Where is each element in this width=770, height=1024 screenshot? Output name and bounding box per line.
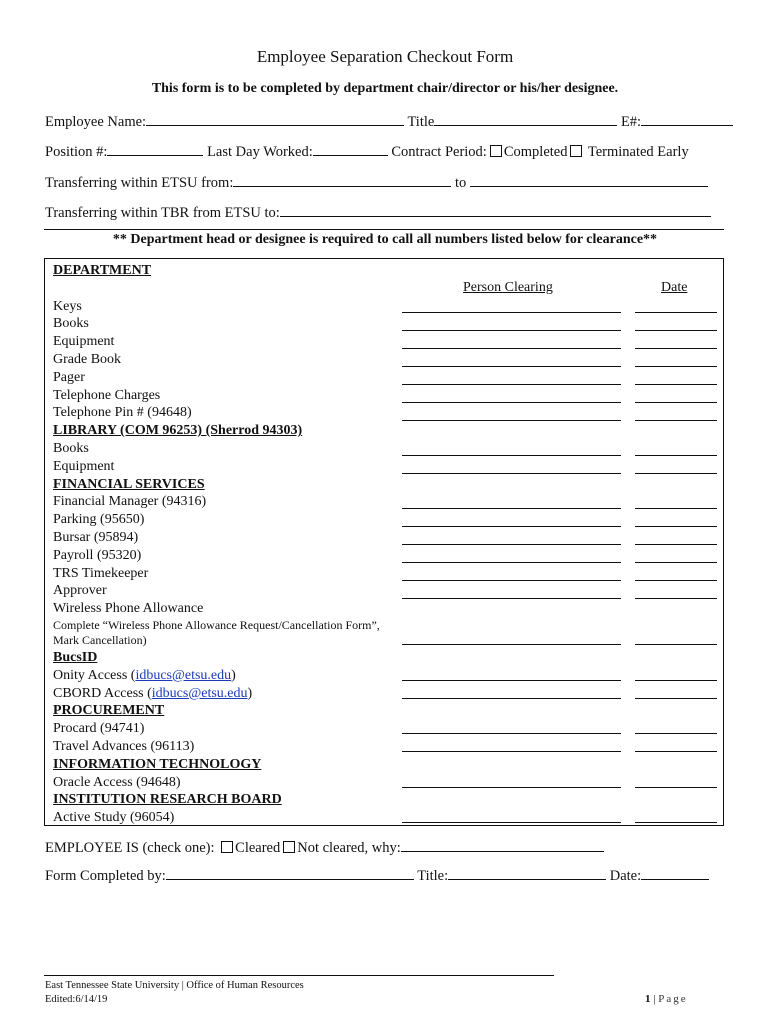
onity-email-link[interactable]: idbucs@etsu.edu — [135, 667, 232, 683]
cleared-checkbox[interactable] — [221, 841, 233, 853]
page-sep: | — [650, 993, 659, 1005]
transfer-etsu-row — [45, 172, 708, 192]
date-line[interactable] — [635, 598, 717, 599]
contract-period-label: Contract Period: — [391, 144, 487, 160]
date-line[interactable] — [635, 644, 717, 645]
transfer-tbr-label: Transferring within TBR from ETSU to: — [45, 205, 280, 221]
completed-checkbox[interactable] — [490, 145, 502, 157]
item-onity — [53, 667, 413, 685]
date-line[interactable] — [635, 526, 717, 527]
date-line[interactable] — [635, 680, 717, 681]
footer-divider — [44, 975, 554, 976]
item-parking: Parking (95650) — [53, 512, 145, 528]
person-clearing-line[interactable] — [402, 544, 621, 545]
employee-status-row — [45, 837, 604, 857]
e-number-label: E#: — [620, 114, 642, 130]
completion-title-label: Title: — [417, 868, 449, 884]
section-financial: FINANCIAL SERVICES — [53, 476, 205, 492]
cleared-label: Cleared — [235, 840, 281, 856]
date-line[interactable] — [635, 312, 717, 313]
item-active-study: Active Study (96054) — [53, 810, 175, 826]
date-line[interactable] — [635, 420, 717, 421]
item-books: Books — [53, 316, 89, 332]
item-library-equipment: Equipment — [53, 458, 115, 474]
person-clearing-line[interactable] — [402, 598, 621, 599]
date-line[interactable] — [635, 562, 717, 563]
cbord-email-link[interactable]: idbucs@etsu.edu — [151, 685, 248, 701]
date-line[interactable] — [635, 402, 717, 403]
section-it: INFORMATION TECHNOLOGY — [53, 756, 262, 772]
item-grade-book: Grade Book — [53, 351, 122, 367]
person-clearing-line[interactable] — [402, 526, 621, 527]
date-line[interactable] — [635, 366, 717, 367]
date-line[interactable] — [635, 330, 717, 331]
position-field[interactable] — [107, 141, 203, 156]
item-wireless: Wireless Phone Allowance — [53, 601, 204, 617]
item-trs: TRS Timekeeper — [53, 565, 149, 581]
person-clearing-line[interactable] — [402, 330, 621, 331]
completion-date-field[interactable] — [641, 865, 709, 880]
transfer-to-field[interactable] — [470, 172, 708, 187]
person-clearing-line[interactable] — [402, 580, 621, 581]
item-procard: Procard (94741) — [53, 721, 145, 737]
date-line[interactable] — [635, 544, 717, 545]
person-clearing-line[interactable] — [402, 366, 621, 367]
transfer-tbr-row — [45, 202, 711, 222]
person-clearing-line[interactable] — [402, 455, 621, 456]
divider — [44, 229, 724, 230]
page-number — [645, 993, 688, 1005]
last-day-field[interactable] — [313, 141, 388, 156]
clearance-items — [53, 262, 413, 827]
person-clearing-line[interactable] — [402, 644, 621, 645]
last-day-label: Last Day Worked: — [207, 144, 313, 160]
item-cbord — [53, 685, 413, 703]
to-label: to — [454, 175, 467, 191]
item-library-books: Books — [53, 440, 89, 456]
person-clearing-line[interactable] — [402, 312, 621, 313]
e-number-field[interactable] — [641, 111, 733, 126]
employee-name-field[interactable] — [146, 111, 404, 126]
person-clearing-line[interactable] — [402, 822, 621, 823]
transfer-etsu-label: Transferring within ETSU from: — [45, 175, 234, 191]
terminated-checkbox[interactable] — [570, 145, 582, 157]
date-line[interactable] — [635, 455, 717, 456]
title-label: Title — [407, 114, 435, 130]
onity-label: Onity Access ( — [53, 667, 136, 683]
clearance-note: ** Department head or designee is required to call all numbers listed below for clearance** — [112, 232, 658, 247]
person-clearing-line[interactable] — [402, 733, 621, 734]
terminated-label: Terminated Early — [587, 144, 689, 160]
date-line[interactable] — [635, 580, 717, 581]
page-word: Page — [658, 993, 688, 1005]
page-num: 1 — [645, 993, 651, 1005]
section-irb: INSTITUTION RESEARCH BOARD — [53, 792, 282, 808]
footer-org: East Tennessee State University | Office of Human Resources — [45, 980, 304, 991]
completion-title-field[interactable] — [448, 865, 606, 880]
date-line[interactable] — [635, 384, 717, 385]
person-clearing-line[interactable] — [402, 562, 621, 563]
completed-by-field[interactable] — [166, 865, 414, 880]
item-bursar: Bursar (95894) — [53, 529, 139, 545]
position-row — [45, 141, 689, 161]
form-subtitle: This form is to be completed by department chair/director or his/her designee. — [151, 81, 619, 96]
completed-label: Completed — [503, 144, 568, 160]
date-line[interactable] — [635, 698, 717, 699]
transfer-from-field[interactable] — [233, 172, 451, 187]
date-line[interactable] — [635, 348, 717, 349]
not-cleared-checkbox[interactable] — [283, 841, 295, 853]
item-pager: Pager — [53, 369, 85, 385]
date-line[interactable] — [635, 473, 717, 474]
item-telephone-pin: Telephone Pin # (94648) — [53, 405, 192, 421]
section-procurement: PROCUREMENT — [53, 703, 165, 719]
person-clearing-line[interactable] — [402, 680, 621, 681]
date-line[interactable] — [635, 733, 717, 734]
section-department: DEPARTMENT — [53, 263, 152, 278]
cbord-label: CBORD Access ( — [53, 685, 152, 701]
cbord-close: ) — [247, 685, 253, 701]
person-clearing-line[interactable] — [402, 384, 621, 385]
item-equipment: Equipment — [53, 334, 115, 350]
person-clearing-header: Person Clearing — [463, 280, 553, 295]
item-oracle: Oracle Access (94648) — [53, 774, 181, 790]
footer-edited: Edited:6/14/19 — [45, 994, 108, 1005]
person-clearing-line[interactable] — [402, 348, 621, 349]
person-clearing-line[interactable] — [402, 402, 621, 403]
section-bucsid: BucsID — [53, 649, 98, 665]
person-clearing-line[interactable] — [402, 508, 621, 509]
date-line[interactable] — [635, 787, 717, 788]
item-keys: Keys — [53, 298, 82, 314]
completion-date-label: Date: — [609, 868, 642, 884]
transfer-tbr-field[interactable] — [280, 202, 711, 217]
status-label: EMPLOYEE IS (check one): — [45, 840, 215, 856]
not-cleared-label: Not cleared, why: — [297, 840, 401, 856]
item-telephone-charges: Telephone Charges — [53, 387, 161, 403]
section-library: LIBRARY (COM 96253) (Sherrod 94303) — [53, 423, 303, 439]
completed-by-row — [45, 865, 709, 885]
onity-close: ) — [231, 667, 236, 683]
person-clearing-line[interactable] — [402, 751, 621, 752]
person-clearing-line[interactable] — [402, 473, 621, 474]
wireless-note: Complete “Wireless Phone Allowance Request/Cancellation Form”, Mark Cancellation) — [53, 617, 380, 647]
date-line[interactable] — [635, 822, 717, 823]
date-line[interactable] — [635, 508, 717, 509]
person-clearing-line[interactable] — [402, 698, 621, 699]
item-payroll: Payroll (95320) — [53, 547, 142, 563]
item-financial-manager: Financial Manager (94316) — [53, 494, 207, 510]
position-label: Position #: — [45, 144, 108, 160]
employee-name-label: Employee Name: — [45, 114, 147, 130]
person-clearing-line[interactable] — [402, 420, 621, 421]
title-field[interactable] — [434, 111, 617, 126]
person-clearing-line[interactable] — [402, 787, 621, 788]
item-approver: Approver — [53, 583, 107, 599]
date-header: Date — [661, 280, 688, 295]
completed-by-label: Form Completed by: — [45, 868, 166, 884]
form-title: Employee Separation Checkout Form — [256, 47, 514, 66]
employee-row — [45, 111, 733, 131]
not-cleared-reason-field[interactable] — [401, 837, 604, 852]
item-travel: Travel Advances (96113) — [53, 738, 195, 754]
date-line[interactable] — [635, 751, 717, 752]
